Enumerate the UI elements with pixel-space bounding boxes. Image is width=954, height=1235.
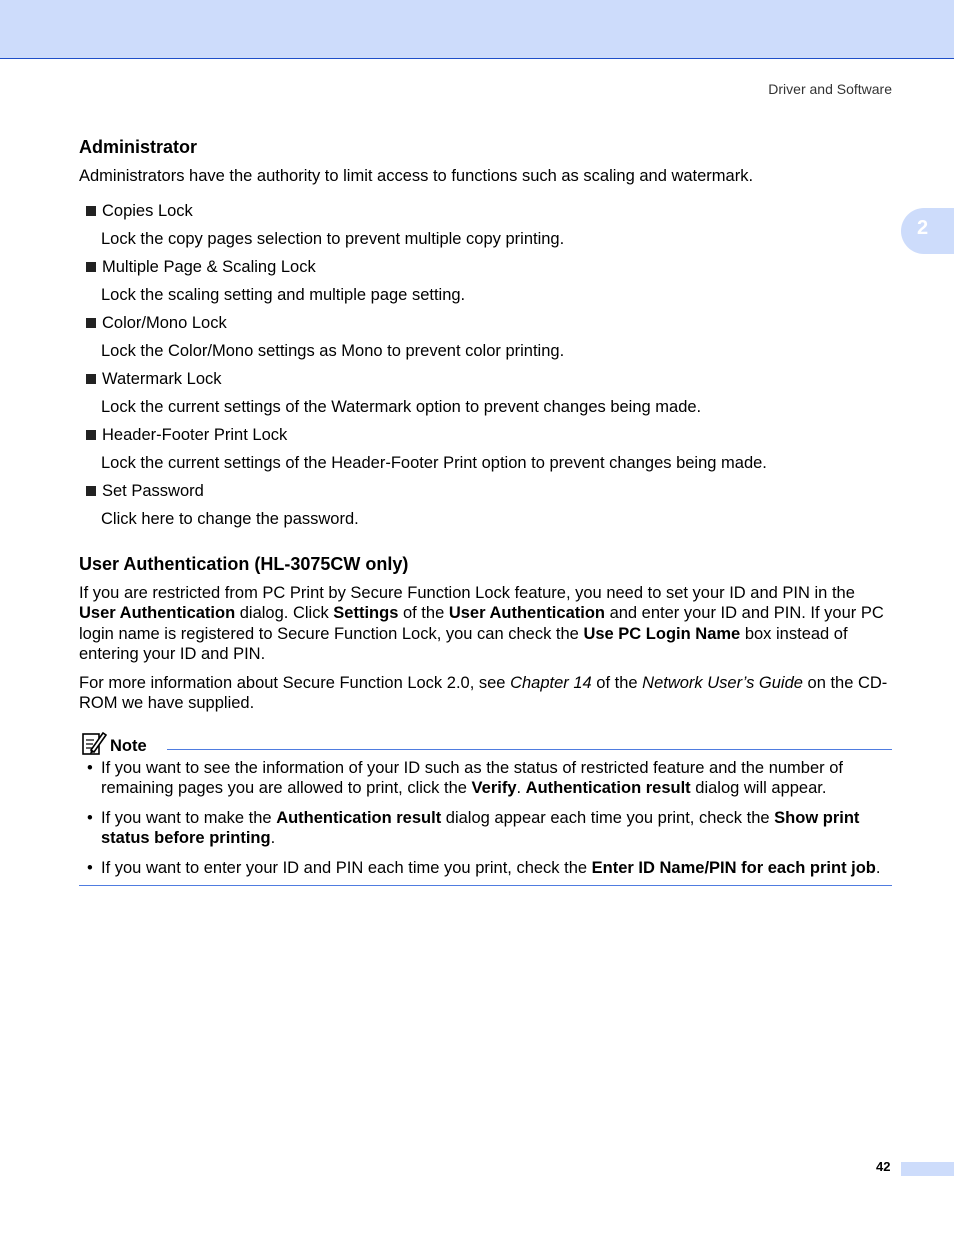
- list-item: [79, 249, 892, 305]
- note-item: • If you want to enter your ID and PIN each time you print, check the Enter ID Name/PIN for each print job.: [87, 858, 881, 877]
- chapter-number: 2: [917, 217, 929, 239]
- lock-title: Watermark Lock: [102, 369, 222, 388]
- list-item: [79, 417, 892, 473]
- running-title: Driver and Software: [768, 81, 892, 97]
- list-item: [79, 193, 892, 249]
- list-item: [79, 361, 892, 417]
- lock-title: Set Password: [102, 481, 204, 500]
- lock-list: [79, 193, 892, 529]
- lock-description: Lock the scaling setting and multiple page setting.: [101, 285, 466, 304]
- lock-description: Lock the copy pages selection to prevent multiple copy printing.: [101, 229, 565, 248]
- user-auth-paragraph: If you are restricted from PC Print by Secure Function Lock feature, you need to set your ID and PIN in the User Authentication dialog. Click Settings of the User Authentication and enter your ID and PIN. If your PC login name is registered to Secure Function Lock, you can check the Use PC Login Name box instead of entering your ID and PIN.: [79, 583, 884, 663]
- lock-description: Lock the Color/Mono settings as Mono to prevent color printing.: [101, 341, 565, 360]
- note-box: [79, 728, 892, 887]
- administrator-heading: Administrator: [79, 137, 198, 157]
- lock-title: Header-Footer Print Lock: [102, 425, 288, 444]
- bullet-icon: •: [87, 858, 93, 877]
- note-pencil-icon: [81, 730, 107, 756]
- note-label: Note: [110, 736, 147, 755]
- lock-description: Lock the current settings of the Header-Footer Print option to prevent changes being made.: [101, 453, 767, 472]
- lock-title: Multiple Page & Scaling Lock: [102, 257, 316, 276]
- note-item: • If you want to make the Authentication result dialog appear each time you print, check the Show print status before printing.: [87, 808, 860, 847]
- note-divider: [167, 749, 892, 750]
- main-content: [79, 136, 892, 886]
- chapter-tab: [901, 208, 954, 254]
- lock-title: Color/Mono Lock: [102, 313, 227, 332]
- note-item: • If you want to see the information of your ID such as the status of restricted feature and the number of remaining pages you are allowed to print, click the Verify. Authentication result dialog will appear.: [87, 758, 843, 797]
- header-band: [0, 0, 954, 59]
- square-bullet-icon: [86, 206, 96, 216]
- user-auth-reference: For more information about Secure Function Lock 2.0, see Chapter 14 of the Network User’s Guide on the CD-ROM we have supplied.: [79, 673, 888, 712]
- square-bullet-icon: [86, 374, 96, 384]
- bullet-icon: •: [87, 758, 93, 777]
- note-bottom-divider: [79, 885, 892, 886]
- list-item: [79, 305, 892, 361]
- lock-description: Click here to change the password.: [101, 509, 359, 528]
- square-bullet-icon: [86, 486, 96, 496]
- square-bullet-icon: [86, 262, 96, 272]
- note-list: [79, 756, 892, 879]
- square-bullet-icon: [86, 430, 96, 440]
- list-item: [79, 473, 892, 529]
- page-number-band: [901, 1162, 954, 1176]
- bullet-icon: •: [87, 808, 93, 827]
- lock-title: Copies Lock: [102, 201, 193, 220]
- square-bullet-icon: [86, 318, 96, 328]
- lock-description: Lock the current settings of the Watermark option to prevent changes being made.: [101, 397, 702, 416]
- page-number: 42: [876, 1159, 891, 1174]
- administrator-intro: Administrators have the authority to limit access to functions such as scaling and watermark.: [79, 167, 754, 185]
- user-auth-heading: User Authentication (HL-3075CW only): [79, 553, 409, 574]
